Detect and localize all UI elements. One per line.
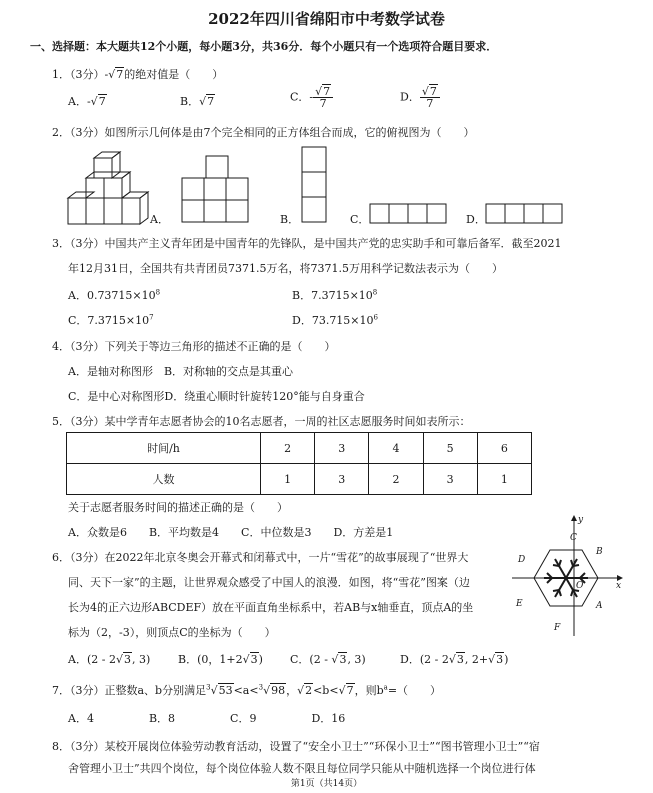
q2-option-d-figure	[484, 202, 566, 226]
q4-options-cd[interactable]: C．是中心对称图形D．绕重心顺时针旋转120°能与自身重合	[68, 390, 365, 403]
q2-stem: 2．（3分）如图所示几何体是由7个完全相同的正方体组合而成，它的俯视图为（ ）	[52, 126, 475, 139]
page-footer: 第1页（共14页）	[290, 779, 363, 789]
q6-line4: 标为（2，-3），则顶点C的坐标为（ ）	[68, 626, 276, 639]
vertex-f-label: F	[554, 623, 561, 633]
table-cell: 4	[369, 433, 423, 464]
vertex-e-label: E	[516, 599, 523, 609]
vertex-a-label: A	[596, 601, 603, 611]
table-cell: 3	[315, 433, 369, 464]
q7-options[interactable]: A．4 B．8 C．9 D．16	[68, 712, 346, 725]
q6-option-c[interactable]: C．(2 - √3, 3)	[290, 653, 366, 666]
q1-stem: 1．（3分）-√7的绝对值是（ ）	[52, 68, 224, 81]
axis-label-x: x	[616, 581, 622, 591]
q4-options-ab[interactable]: A．是轴对称图形 B．对称轴的交点是其重心	[68, 365, 294, 378]
vertex-c-label: C	[570, 533, 577, 543]
q7-stem: 7．（3分）正整数a、b分别满足$^3$√53<a<$^3$√98，√2<b<√7，则$b^a=$（ ）	[52, 683, 442, 697]
q5-stem: 5．（3分）某中学青年志愿者协会的10名志愿者，一周的社区志愿服务时间如表所示：	[52, 415, 471, 428]
table-cell: 5	[423, 433, 477, 464]
q3-line2: 年12月31日，全国共有共青团员7371.5万名，将7371.5万用科学记数法表示为（ ）	[68, 262, 503, 275]
origin-label: O	[576, 581, 584, 591]
q6-line3: 长为4的正六边形ABCDEF）放在平面直角坐标系中，若AB与x轴垂直，顶点A的坐	[68, 601, 474, 614]
q2-option-a-label[interactable]: A．	[150, 213, 169, 226]
q3-line1: 3．（3分）中国共产主义青年团是中国青年的先锋队，是中国共产党的忠实助手和可靠后备军．截至2021	[52, 237, 562, 250]
table-row	[67, 464, 532, 495]
q1-option-b[interactable]: B．√7	[180, 95, 215, 108]
q1-option-c[interactable]: C．- $\frac{√7}{7}$	[290, 86, 333, 109]
snowflake	[544, 559, 588, 597]
q1-option-a[interactable]: A．-√7	[68, 95, 106, 108]
q8-line1: 8．（3分）某校开展岗位体验劳动教育活动，设置了“安全小卫士”“环保小卫士”“图书管理小卫士”“宿	[52, 740, 540, 753]
table-cell: 2	[369, 464, 423, 495]
q1-option-d[interactable]: D． $\frac{√7}{7}$	[400, 86, 440, 109]
vertex-d-label: D	[518, 555, 526, 565]
q5-options[interactable]: A．众数是6 B．平均数是4 C．中位数是3 D．方差是1	[68, 526, 394, 539]
q6-option-a[interactable]: A．(2 - 2√3, 3)	[68, 653, 151, 666]
q6-line2: 同、天下一家”的主题，让世界观众感受了中国人的浪漫．如图，将“雪花”图案（边	[68, 576, 470, 589]
table-cell: 1	[477, 464, 531, 495]
q2-option-a-figure	[176, 152, 266, 224]
q2-option-b-label[interactable]: B．	[280, 213, 300, 226]
q2-option-c-label[interactable]: C．	[350, 213, 370, 226]
q5-question: 关于志愿者服务时间的描述正确的是（ ）	[68, 501, 288, 514]
table-cell: 6	[477, 433, 531, 464]
q4-stem: 4．（3分）下列关于等边三角形的描述不正确的是（ ）	[52, 340, 336, 353]
q2-option-c-figure	[368, 202, 448, 226]
section-header: 一、选择题：本大题共12个小题，每小题3分，共36分．每个小题只有一个选项符合题目要求．	[30, 40, 498, 53]
table-cell: 时间/h	[67, 433, 261, 464]
q6-line1: 6．（3分）在2022年北京冬奥会开幕式和闭幕式中，一片“雪花”的故事展现了“世界大	[52, 551, 469, 564]
q3-option-b[interactable]: B．$7.3715\times 10^8$	[292, 288, 378, 302]
page-title: 2022年四川省绵阳市中考数学试卷	[208, 10, 445, 28]
q3-option-d[interactable]: D．$73.715\times 10^6$	[292, 313, 378, 327]
table-cell: 3	[315, 464, 369, 495]
table-cell: 人数	[67, 464, 261, 495]
q5-frequency-table	[66, 432, 532, 495]
table-row	[67, 433, 532, 464]
q2-solid-figure	[66, 150, 158, 226]
axis-label-y: y	[578, 515, 584, 525]
table-cell: 1	[261, 464, 315, 495]
q6-snowflake-hexagon-figure	[508, 512, 628, 638]
q8-line2: 舍管理小卫士”共四个岗位，每个岗位体验人数不限且每位同学只能从中随机选择一个岗位进行体	[68, 762, 536, 775]
q2-option-b-figure	[298, 145, 330, 225]
q3-option-c[interactable]: C．$7.3715\times 10^7$	[68, 313, 154, 327]
vertex-b-label: B	[596, 547, 603, 557]
table-cell: 2	[261, 433, 315, 464]
q3-option-a[interactable]: A．$0.73715\times 10^8$	[68, 288, 161, 302]
q6-option-b[interactable]: B．(0，1+2√3)	[178, 653, 263, 666]
q2-option-d-label[interactable]: D．	[466, 213, 486, 226]
q6-option-d[interactable]: D．(2 - 2√3, 2+√3)	[400, 653, 509, 666]
table-cell: 3	[423, 464, 477, 495]
